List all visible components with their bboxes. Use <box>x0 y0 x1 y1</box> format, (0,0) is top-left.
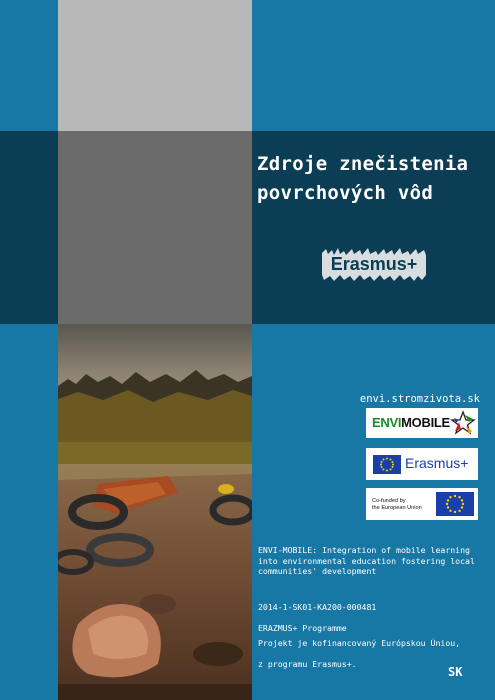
eu-flag-icon <box>373 455 401 474</box>
title-line-1: Zdroje znečistenia <box>257 153 469 175</box>
envimobile-logo-green: ENVI <box>372 415 402 430</box>
eu-flag-icon <box>436 492 474 516</box>
eu-cofunded-line-1: Co-funded by <box>372 498 406 504</box>
envimobile-logo <box>366 408 478 438</box>
title-line-2: povrchových vôd <box>257 182 434 204</box>
website-link[interactable]: envi.stromzivota.sk <box>359 393 480 405</box>
erasmus-plus-text: Erasmus+ <box>405 455 469 471</box>
erasmus-plus-logo <box>366 448 478 480</box>
erasmus-logo-text: Erasmus+ <box>330 254 418 274</box>
gray-block-middle <box>58 131 252 324</box>
project-description: ENVI-MOBILE: Integration of mobile learning into environmental education fostering local communities' development <box>258 545 475 576</box>
erasmus-logo-icon <box>318 245 430 285</box>
eu-cofunded-line-2: the European Union <box>372 505 422 511</box>
envimobile-logo-text <box>372 415 450 430</box>
gray-block-top <box>58 0 252 131</box>
page-title <box>257 150 493 208</box>
eu-cofunded-logo <box>366 488 478 520</box>
funding-line-1: Projekt je kofinancovaný Európskou Úniou, <box>258 637 461 648</box>
grant-number: 2014-1-SK01-KA200-000481 <box>258 601 377 612</box>
eu-cofunded-text <box>372 498 434 512</box>
funding-line-2: z programu Erasmus+. <box>258 658 357 669</box>
grant-programme: ERAZMUS+ Programme <box>258 622 347 633</box>
cover-photo <box>58 324 252 700</box>
language-code: SK <box>448 665 463 679</box>
envimobile-star-icon <box>450 410 476 436</box>
envimobile-logo-black: MOBILE <box>401 415 450 430</box>
